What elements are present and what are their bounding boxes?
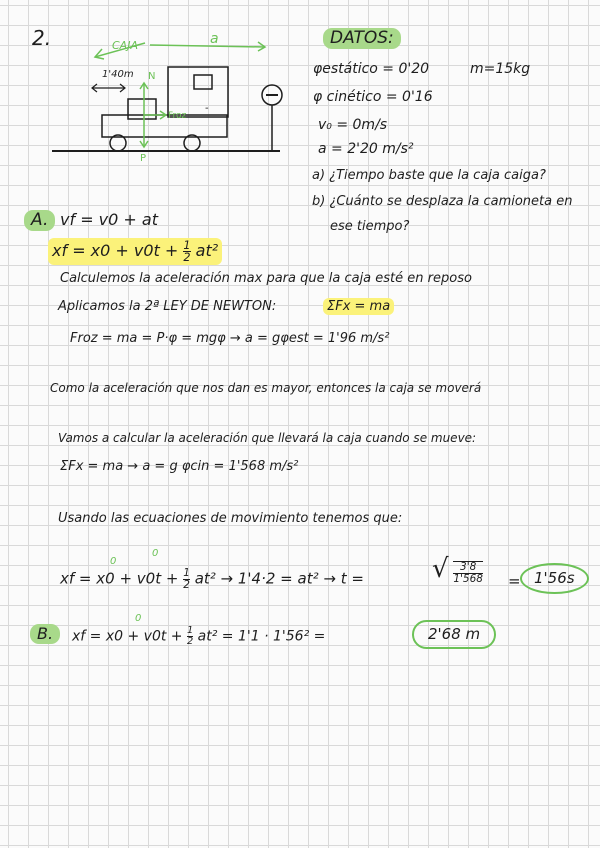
- half-denominator: 2: [183, 251, 191, 265]
- sqrt-expression: [432, 556, 483, 584]
- friction-force-arrow: [144, 111, 166, 119]
- accel-arrow: [150, 42, 265, 51]
- zero-mark-v0: 0: [152, 548, 159, 559]
- eq-position: [48, 238, 222, 265]
- eq-position-lhs: xf = x0 + v0t +: [52, 241, 179, 261]
- equals-sign: =: [508, 572, 521, 590]
- weight-force-label: P: [140, 153, 147, 164]
- line-8-half: [183, 568, 190, 590]
- question-b-line1: b) ¿Cuánto se desplaza la camioneta en: [312, 194, 573, 209]
- datos-mu-kinetic: φ cinético = 0'16: [313, 89, 433, 105]
- eq-velocity: vf = v0 + at: [60, 210, 158, 229]
- sqrt-fraction: [453, 561, 483, 584]
- datos-mass: m=15kg: [470, 61, 531, 77]
- eq-position-half: [183, 240, 190, 263]
- line-9: [72, 626, 325, 647]
- line-8-lhs: xf = x0 + v0t +: [60, 569, 179, 588]
- datos-v0: v₀ = 0m/s: [318, 117, 388, 133]
- line-5: Vamos a calcular la aceleración que llevará la caja cuando se mueve:: [58, 431, 477, 445]
- truck-box-diagram: [40, 35, 300, 175]
- friction-force-label: Froz: [168, 111, 187, 121]
- half-denominator: 2: [186, 635, 194, 647]
- sqrt-denominator: 1'568: [453, 572, 483, 585]
- weight-force-arrow: [140, 115, 148, 147]
- line-9-lhs: xf = x0 + v0t +: [72, 628, 183, 645]
- part-a-label: A.: [24, 210, 55, 231]
- truck-minus-sign: -: [205, 103, 209, 114]
- line-6: ΣFx = ma → a = g φcin = 1'568 m/s²: [60, 459, 299, 474]
- half-numerator: 1: [183, 239, 191, 252]
- half-denominator: 2: [183, 578, 190, 591]
- distance-arrow: [92, 84, 125, 92]
- line-4: Como la aceleración que nos dan es mayor, entonces la caja se moverá: [50, 381, 482, 395]
- line-2: Aplicamos la 2ª LEY DE NEWTON:: [58, 299, 277, 314]
- half-numerator: 1: [186, 625, 194, 636]
- zero-mark-b: 0: [135, 613, 142, 624]
- line-9-half: [187, 626, 193, 647]
- distance-label: 1'40m: [102, 69, 134, 80]
- line-9-rhs: at² = 1'1 · 1'56² =: [197, 628, 326, 645]
- part-b-label: B.: [30, 624, 60, 644]
- truck-bed: [102, 115, 227, 137]
- result-displacement: 2'68 m: [412, 620, 496, 649]
- question-a: a) ¿Tiempo baste que la caja caiga?: [312, 168, 546, 183]
- normal-force-label: N: [148, 71, 156, 82]
- problem-number: 2.: [32, 26, 52, 50]
- caja-label: CAJA: [112, 39, 138, 52]
- datos-mu-static: φestático = 0'20: [313, 61, 430, 77]
- result-time: 1'56s: [520, 563, 589, 594]
- truck-window: [194, 75, 212, 89]
- line-8-mid: at² → 1'4·2 = at² → t =: [194, 569, 364, 588]
- question-b-line2: ese tiempo?: [330, 219, 410, 234]
- zero-mark-x0: 0: [110, 556, 117, 567]
- line-8: [60, 568, 364, 590]
- accel-label: a: [210, 35, 219, 47]
- sqrt-numerator: 3'8: [460, 561, 477, 573]
- box: [128, 99, 156, 119]
- line-1: Calculemos la aceleración max para que la caja esté en reposo: [60, 271, 472, 286]
- sqrt-sign-icon: √: [432, 554, 449, 584]
- half-numerator: 1: [183, 567, 190, 579]
- datos-accel: a = 2'20 m/s²: [318, 141, 414, 157]
- eq-position-rhs: at²: [195, 241, 219, 261]
- line-3: Froz = ma = P·φ = mgφ → a = gφest = 1'96 m/s²: [70, 331, 390, 346]
- datos-title: DATOS:: [323, 28, 401, 49]
- newton-formula: ΣFx = ma: [323, 298, 394, 315]
- line-7: Usando las ecuaciones de movimiento tenemos que:: [58, 511, 403, 526]
